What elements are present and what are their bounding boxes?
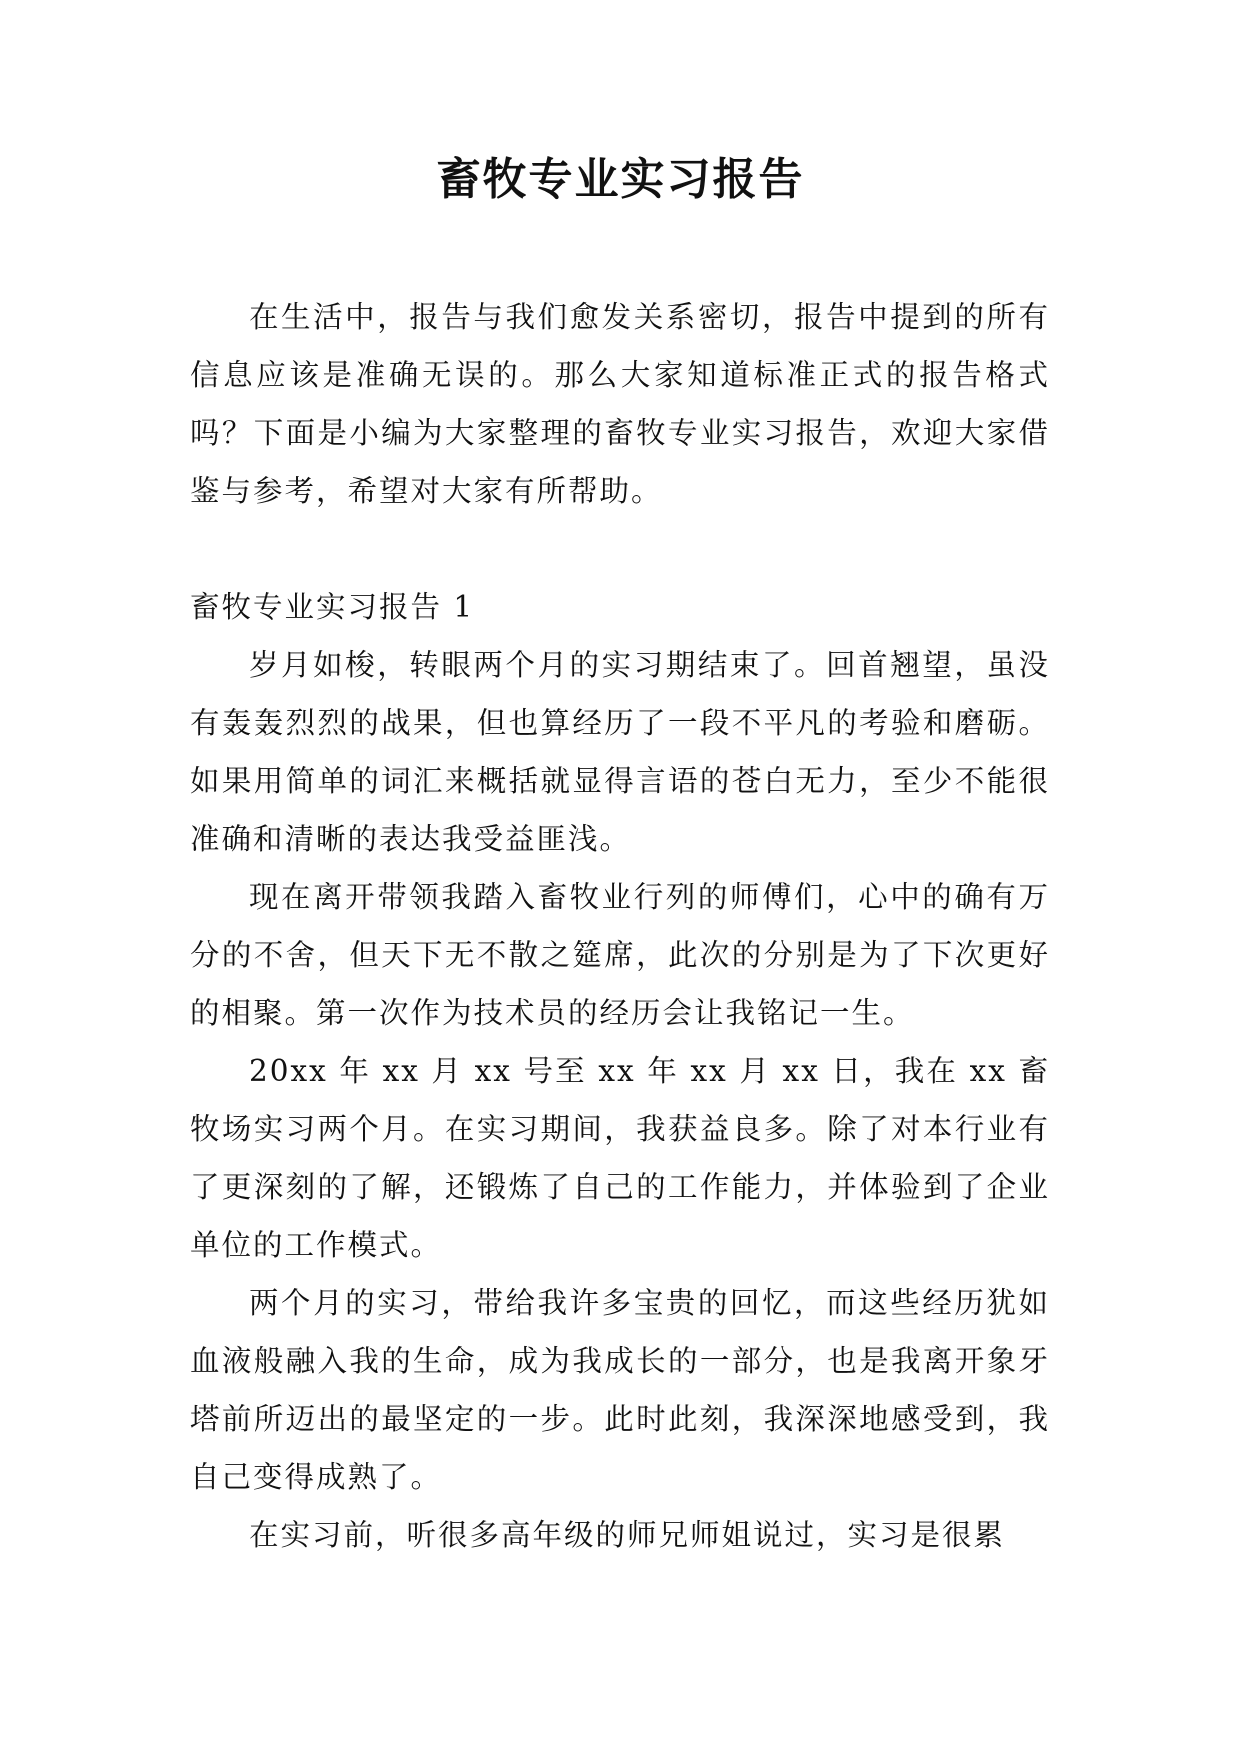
body-paragraph-2: 现在离开带领我踏入畜牧业行列的师傅们，心中的确有万分的不舍，但天下无不散之筵席，此次的分别是为了下次更好的相聚。第一次作为技术员的经历会让我铭记一生。 [190, 880, 1050, 1030]
body-paragraph-4: 两个月的实习，带给我许多宝贵的回忆，而这些经历犹如血液般融入我的生命，成为我成长的一部分，也是我离开象牙塔前所迈出的最坚定的一步。此时此刻，我深深地感受到，我自己变得成熟了。 [190, 1286, 1050, 1494]
body-paragraph-5: 在实习前，听很多高年级的师兄师姐说过，实习是很累 [249, 1518, 1006, 1552]
intro-paragraph: 在生活中，报告与我们愈发关系密切，报告中提到的所有信息应该是准确无误的。那么大家知道标准正式的报告格式吗？下面是小编为大家整理的畜牧专业实习报告，欢迎大家借鉴与参考，希望对大家有所帮助。 [190, 300, 1050, 508]
document-title: 畜牧专业实习报告 [436, 154, 805, 205]
document-body [190, 288, 1050, 1564]
body-paragraph-3: 20xx 年 xx 月 xx 号至 xx 年 xx 月 xx 日，我在 xx 畜牧场实习两个月。在实习期间，我获益良多。除了对本行业有了更深刻的了解，还锻炼了自己的工作能力，并体验到了企业单位的工作模式。 [190, 1054, 1050, 1262]
body-paragraph-1: 岁月如梭，转眼两个月的实习期结束了。回首翘望，虽没有轰轰烈烈的战果，但也算经历了一段不平凡的考验和磨砺。如果用简单的词汇来概括就显得言语的苍白无力，至少不能很准确和清晰的表达我受益匪浅。 [190, 648, 1050, 856]
section-heading: 畜牧专业实习报告 1 [190, 590, 475, 624]
